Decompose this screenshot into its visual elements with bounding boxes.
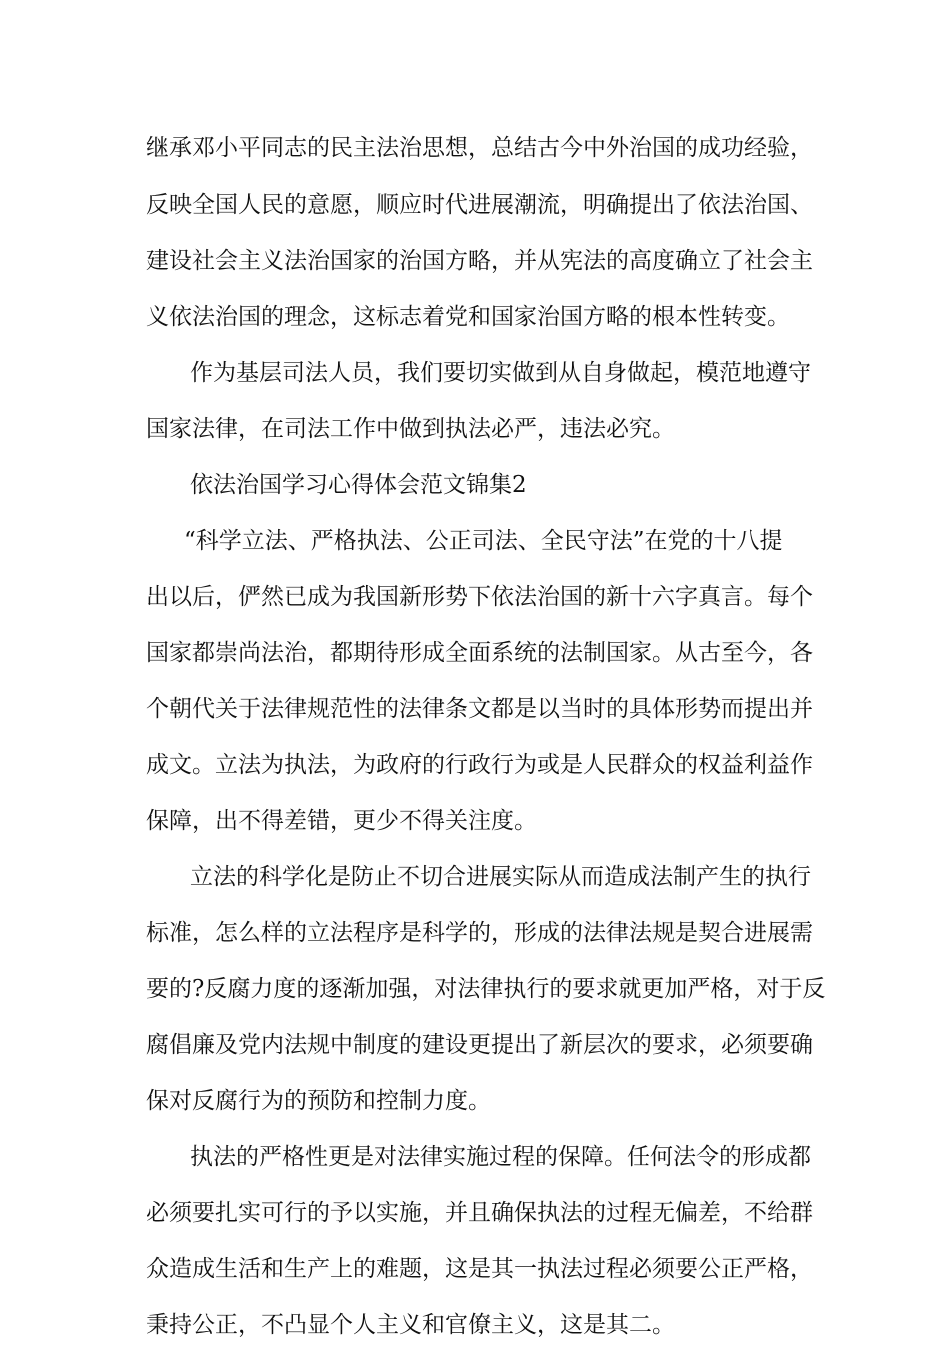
text-line: 秉持公正，不凸显个人主义和官僚主义，这是其二。 xyxy=(146,1312,675,1338)
text-line: 国家都崇尚法治，都期待形成全面系统的法制国家。从古至今，各 xyxy=(146,640,813,666)
text-line: “科学立法、严格执法、公正司法、全民守法”在党的十八提 xyxy=(184,528,783,554)
text-line: 众造成生活和生产上的难题，这是其一执法过程必须要公正严格， xyxy=(146,1256,813,1282)
text-line: 成文。立法为执法，为政府的行政行为或是人民群众的权益利益作 xyxy=(146,752,813,778)
text-line: 出以后，俨然已成为我国新形势下依法治国的新十六字真言。每个 xyxy=(146,584,813,610)
text-line: 腐倡廉及党内法规中制度的建设更提出了新层次的要求，必须要确 xyxy=(146,1032,813,1058)
text-line: 必须要扎实可行的予以实施，并且确保执法的过程无偏差，不给群 xyxy=(146,1200,813,1226)
text-line: 继承邓小平同志的民主法治思想，总结古今中外治国的成功经验， xyxy=(146,135,813,161)
text-line: 执法的严格性更是对法律实施过程的保障。任何法令的形成都 xyxy=(190,1144,811,1170)
text-line: 立法的科学化是防止不切合进展实际从而造成法制产生的执行 xyxy=(190,864,811,890)
text-line: 作为基层司法人员，我们要切实做到从自身做起，模范地遵守 xyxy=(190,360,811,386)
text-line: 反映全国人民的意愿，顺应时代进展潮流，明确提出了依法治国、 xyxy=(146,192,813,218)
text-line: 保障，出不得差错，更少不得关注度。 xyxy=(146,808,537,834)
text-line: 保对反腐行为的预防和控制力度。 xyxy=(146,1088,491,1114)
text-line: 建设社会主义法治国家的治国方略，并从宪法的高度确立了社会主 xyxy=(146,248,813,274)
text-line: 要的?反腐力度的逐渐加强，对法律执行的要求就更加严格，对于反 xyxy=(146,976,826,1002)
text-line: 义依法治国的理念，这标志着党和国家治国方略的根本性转变。 xyxy=(146,304,790,330)
text-line: 个朝代关于法律规范性的法律条文都是以当时的具体形势而提出并 xyxy=(146,696,813,722)
text-line: 标准，怎么样的立法程序是科学的，形成的法律法规是契合进展需 xyxy=(146,920,813,946)
section-heading: 依法治国学习心得体会范文锦集2 xyxy=(190,472,527,498)
text-line: 国家法律，在司法工作中做到执法必严，违法必究。 xyxy=(146,416,675,442)
